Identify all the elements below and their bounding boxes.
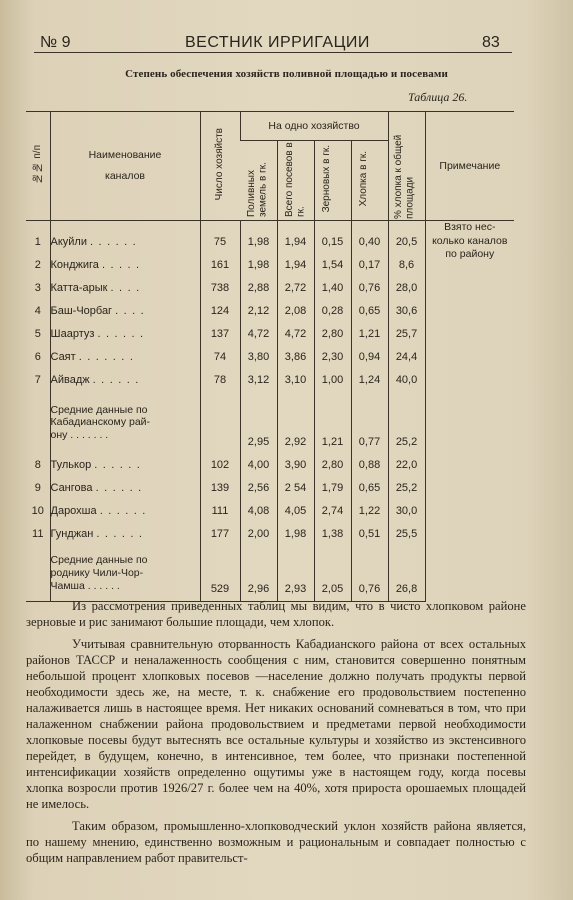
leader-dots: . . . . . .	[97, 328, 145, 340]
summary-label-line: Средние данные по	[50, 554, 148, 567]
table-label: Таблица 26.	[408, 90, 468, 104]
cell-cotton: 0,88	[351, 454, 388, 477]
summary-label-line: ону . . . . . . .	[50, 428, 109, 441]
cell-sown-total: 2 54	[277, 477, 314, 500]
paragraph: Таким образом, промышленно-хлопководческий уклон хозяйств района является, по нашему мнению, единственно возможным и рациональным и совпадает полностью с общим направлением работ правительст-	[26, 819, 526, 865]
canal-name: Конджига	[50, 259, 99, 271]
cell-sown-total: 3,90	[277, 454, 314, 477]
summary-label-line: роднику Чили-Чор-	[50, 566, 144, 579]
cell-no: 6	[34, 351, 41, 363]
cell-cotton: 0,65	[351, 300, 388, 323]
summary-cell: 2,93	[277, 546, 314, 602]
name	[50, 254, 200, 277]
cell-no	[26, 546, 50, 602]
cell-irrigated: 4,00	[240, 454, 277, 477]
cell-no: 7	[34, 374, 41, 386]
canal-name: Саят	[50, 351, 76, 363]
cell-cotton-pct: 8,6	[388, 254, 425, 277]
cell-households: 738	[200, 277, 240, 300]
cell-cotton-pct: 40,0	[388, 369, 425, 392]
summary-cell: 26,8	[388, 546, 425, 602]
table-row	[26, 221, 514, 254]
name	[50, 346, 200, 369]
cell-cotton: 0,76	[351, 277, 388, 300]
summary-cell: 2,95	[240, 392, 277, 454]
cell-grain: 0,28	[314, 300, 351, 323]
summary-cell: 0,76	[351, 546, 388, 602]
summary-cell: 0,77	[351, 392, 388, 454]
cell-sown-total: 1,94	[277, 254, 314, 277]
leader-dots: . . . . . .	[90, 236, 137, 249]
leader-dots: . . . .	[110, 282, 141, 294]
name	[50, 300, 200, 323]
cell-cotton: 0,17	[351, 254, 388, 277]
cell-irrigated: 3,80	[240, 346, 277, 369]
col-header-sown-total: Всего посевов в гк.	[277, 141, 314, 221]
cell-cotton-pct: 30,0	[388, 500, 425, 523]
cell-households: 78	[200, 369, 240, 392]
cell-cotton-pct: 28,0	[388, 277, 425, 300]
summary-label	[50, 392, 200, 454]
cell-cotton-pct: 22,0	[388, 454, 425, 477]
cell-no	[26, 392, 50, 454]
summary-cell: 25,2	[388, 392, 425, 454]
cell-sown-total: 3,10	[277, 369, 314, 392]
cell-households: 161	[200, 254, 240, 277]
summary-cell: 2,05	[314, 546, 351, 602]
cell-households: 124	[200, 300, 240, 323]
col-header-irrigated: Поливных земель в гк.	[240, 141, 277, 221]
table-caption: Степень обеспечения хозяйств поливной площадью и посевами	[125, 68, 448, 80]
col-header-cotton-pct: % хлопка к общей площади	[388, 112, 425, 221]
cell-no: 11	[32, 528, 44, 540]
name	[50, 500, 200, 523]
cell-no: 5	[34, 328, 41, 340]
summary-cell: 1,21	[314, 392, 351, 454]
cell-irrigated: 1,98	[240, 254, 277, 277]
journal-title: ВЕСТНИК ИРРИГАЦИИ	[185, 34, 370, 51]
cell-cotton-pct: 24,4	[388, 346, 425, 369]
col-header-no: №№ п/п	[26, 112, 50, 221]
cell-grain: 2,30	[314, 346, 351, 369]
cell-households: 139	[200, 477, 240, 500]
data-table	[26, 111, 514, 602]
cell-no: 1	[34, 236, 41, 249]
leader-dots: . . . .	[115, 305, 145, 317]
cell-grain: 2,74	[314, 500, 351, 523]
cell-households: 137	[200, 323, 240, 346]
cell-sown-total: 4,05	[277, 500, 314, 523]
canal-name: Баш-Чорбаг	[50, 305, 113, 317]
col-header-grain: Зерновых в гк.	[314, 141, 351, 221]
summary-cell: 2,96	[240, 546, 277, 602]
issue-number: № 9	[40, 34, 71, 51]
name	[50, 277, 200, 300]
cell-households: 75	[200, 221, 240, 254]
leader-dots: . . . . . .	[96, 528, 144, 540]
summary-cell: 2,92	[277, 392, 314, 454]
cell-no: 8	[34, 459, 41, 471]
cell-irrigated: 4,72	[240, 323, 277, 346]
leader-dots: . . . . . .	[92, 374, 140, 386]
cell-cotton-pct: 25,2	[388, 477, 425, 500]
cell-cotton: 0,51	[351, 523, 388, 546]
col-header-per-household: На одно хозяйство	[240, 112, 388, 141]
leader-dots: . . . . . .	[95, 482, 143, 494]
cell-sown-total: 1,94	[277, 221, 314, 254]
cell-irrigated: 1,98	[240, 221, 277, 254]
col-header-households: Число хозяйств	[200, 112, 240, 221]
canal-name: Сангова	[50, 482, 93, 494]
cell-cotton: 1,22	[351, 500, 388, 523]
header-rule	[34, 52, 512, 53]
cell-no: 4	[34, 305, 41, 317]
cell-households: 74	[200, 346, 240, 369]
cell-cotton-pct: 25,5	[388, 523, 425, 546]
cell-irrigated: 2,00	[240, 523, 277, 546]
cell-cotton: 0,94	[351, 346, 388, 369]
cell-grain: 1,79	[314, 477, 351, 500]
cell-irrigated: 2,88	[240, 277, 277, 300]
cell-no: 9	[34, 482, 41, 494]
cell-irrigated: 2,12	[240, 300, 277, 323]
canal-name: Айвадж	[50, 374, 90, 386]
name	[50, 454, 200, 477]
cell-sown-total: 2,72	[277, 277, 314, 300]
cell-grain: 1,00	[314, 369, 351, 392]
canal-name: Катта-арык	[50, 282, 108, 294]
cell-cotton: 1,24	[351, 369, 388, 392]
cell-cotton-pct: 30,6	[388, 300, 425, 323]
note-line: Взято нес-	[444, 221, 496, 233]
name	[50, 477, 200, 500]
cell-grain: 1,38	[314, 523, 351, 546]
cell-households: 177	[200, 523, 240, 546]
summary-cell: 529	[200, 546, 240, 602]
paragraph: Из рассмотрения приведенных таблиц мы видим, что в чисто хлопковом районе зерновые и рис занимают большие площади, чем хлопок.	[26, 599, 526, 629]
cell-cotton: 0,65	[351, 477, 388, 500]
cell-cotton: 1,21	[351, 323, 388, 346]
cell-households: 102	[200, 454, 240, 477]
note-cell	[425, 221, 514, 602]
canal-name: Шаартуз	[50, 328, 95, 340]
col-header-name: Наименование каналов	[50, 112, 200, 221]
cell-grain: 2,80	[314, 454, 351, 477]
canal-name: Тулькор	[50, 459, 92, 471]
cell-irrigated: 2,56	[240, 477, 277, 500]
cell-grain: 0,15	[314, 221, 351, 254]
cell-grain: 2,80	[314, 323, 351, 346]
cell-sown-total: 4,72	[277, 323, 314, 346]
cell-no: 2	[34, 259, 41, 271]
cell-cotton: 0,40	[351, 221, 388, 254]
canal-name: Акуйли	[50, 236, 87, 249]
cell-grain: 1,40	[314, 277, 351, 300]
leader-dots: . . . . . .	[99, 505, 147, 517]
cell-no: 3	[34, 282, 41, 294]
name	[50, 369, 200, 392]
cell-cotton-pct: 20,5	[388, 221, 425, 254]
cell-sown-total: 3,86	[277, 346, 314, 369]
col-header-cotton: Хлопка в гк.	[351, 141, 388, 221]
cell-sown-total: 2,08	[277, 300, 314, 323]
canal-name: Дарохша	[50, 505, 97, 517]
note-line: по району	[445, 248, 495, 261]
summary-label-line: Кабадианскому рай-	[50, 416, 151, 429]
name	[50, 523, 200, 546]
cell-households: 111	[200, 500, 240, 523]
note-line: колько каналов	[432, 234, 508, 247]
page-number: 83	[482, 34, 500, 51]
col-header-note: Примечание	[425, 112, 514, 221]
summary-label-line: Чамша . . . . . .	[50, 579, 120, 592]
cell-sown-total: 1,98	[277, 523, 314, 546]
paragraph: Учитывая сравнительную оторванность Кабадианского района от всех остальных районов ТАССР и неналаженность сообщения с ним, становится совершенно понятным небольшой процент хлопковых посевов —население должно получать продукты первой необходимости здесь же, на месте, т. к. снабжение его продовольствием постепенно налаживается лишь в настоящее время. Нет никаких оснований сомневаться в том, что при налаженном снабжении района продовольствием и предметами первой необходимости хлопковые посевы будут вытеснять все остальные культуры и хозяйство из экстенсивного перейдет, в будущем, конечно, в интенсивное, тем более, что признаки постепенной интенсификации хозяйств определенно ощутимы уже в настоящем году, когда посевы хлопка возросли против 1926/27 г. более чем на 40%, хотя прироста орошаемых площадей не имелось.	[26, 637, 526, 811]
summary-label	[50, 546, 200, 602]
name	[50, 323, 200, 346]
summary-label-line: Средние данные по	[50, 403, 148, 416]
cell-cotton-pct: 25,7	[388, 323, 425, 346]
leader-dots: . . . . . . .	[78, 351, 135, 363]
canal-name: Гунджан	[50, 528, 94, 540]
summary-cell	[200, 392, 240, 454]
cell-grain: 1,54	[314, 254, 351, 277]
leader-dots: . . . . .	[101, 259, 141, 271]
cell-irrigated: 3,12	[240, 369, 277, 392]
body-text	[26, 598, 526, 866]
name	[50, 221, 200, 254]
leader-dots: . . . . . .	[94, 459, 142, 471]
cell-no: 10	[31, 505, 44, 517]
cell-irrigated: 4,08	[240, 500, 277, 523]
